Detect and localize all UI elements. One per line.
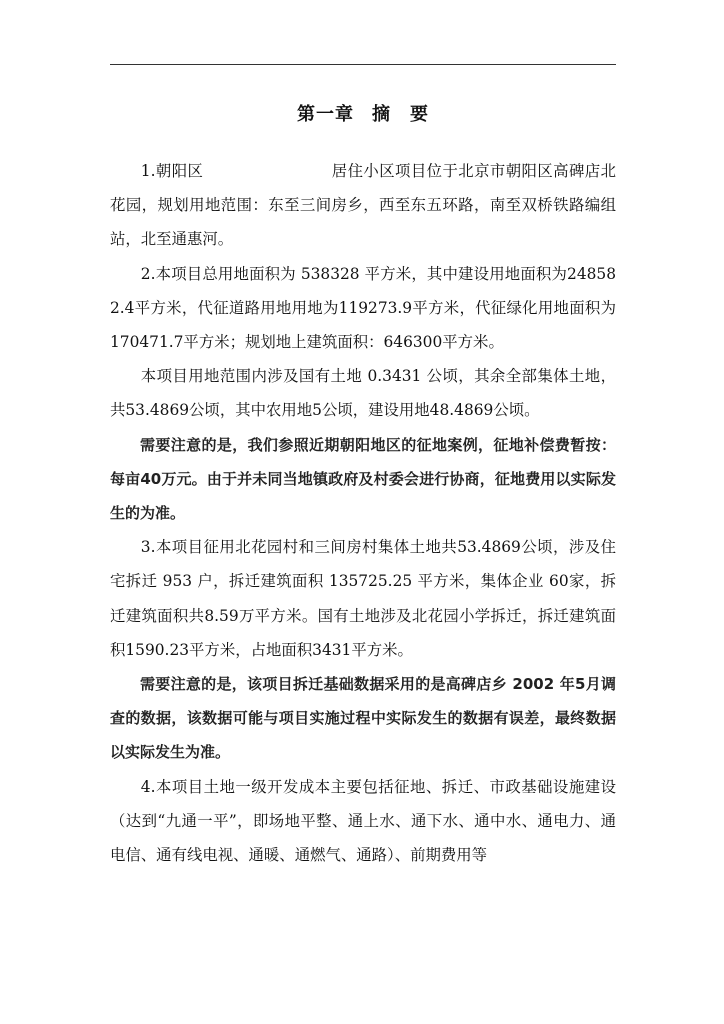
paragraph-location-prefix: 1.朝阳区	[140, 162, 204, 180]
paragraph-location	[110, 154, 616, 257]
chapter-name: 摘 要	[372, 104, 429, 125]
paragraph-location-body: 居住小区项目位于北京市朝阳区高碑店北花园，规划用地范围：东至三间房乡，西至东五环路，南至双桥铁路编组站，北至通惠河。	[110, 162, 616, 249]
paragraph-development-cost: 4.本项目土地一级开发成本主要包括征地、拆迁、市政基础设施建设（达到“九通一平”，即场地平整、通上水、通下水、通中水、通电力、通电信、通有线电视、通暖、通燃气、通路）、前期费用等	[110, 777, 616, 865]
paragraph-land-scope: 本项目用地范围内涉及国有土地 0.3431 公顷，其余全部集体土地，共53.4869公顷，其中农用地5公顷，建设用地48.4869公顷。	[110, 367, 616, 420]
chapter-label: 第一章	[297, 104, 354, 125]
note-compensation: 需要注意的是，我们参照近期朝阳地区的征地案例，征地补偿费暂按：每亩40万元。由于并未同当地镇政府及村委会进行协商，征地费用以实际发生的为准。	[110, 435, 616, 523]
chapter-title	[110, 100, 616, 130]
note-demolition-data: 需要注意的是，该项目拆迁基础数据采用的是高碑店乡 2002 年5月调查的数据，该数据可能与项目实施过程中实际发生的数据有误差，最终数据以实际发生为准。	[110, 675, 616, 762]
header-rule	[110, 64, 616, 65]
paragraph-demolition: 3.本项目征用北花园村和三间房村集体土地共53.4869公顷，涉及住宅拆迁 953 户，拆迁建筑面积 135725.25 平方米，集体企业 60家，拆迁建筑面积共8.59万平方米。国有土地涉及北花园小学拆迁，拆迁建筑面积1590.23平方米，占地面积3431平方米。	[110, 538, 616, 659]
document-body	[110, 100, 616, 872]
paragraph-area: 2.本项目总用地面积为 538328 平方米，其中建设用地面积为248582.4平方米，代征道路用地用地为119273.9平方米，代征绿化用地面积为170471.7平方米；规划地上建筑面积：646300平方米。	[110, 264, 616, 352]
